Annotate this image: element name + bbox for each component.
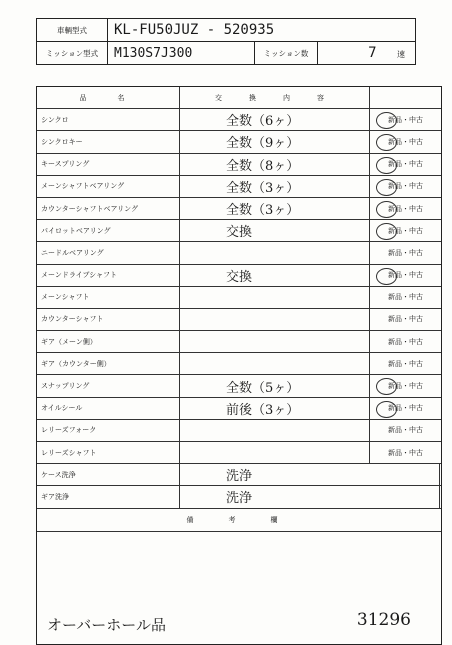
item-status (370, 265, 441, 286)
item-name: メーンシャフト (37, 287, 180, 308)
item-status (370, 442, 441, 463)
item-name: キースプリング (37, 154, 180, 175)
item-work-text: 全数（8ヶ） (226, 158, 300, 174)
item-status-text: 新品・中古 (388, 248, 423, 257)
header-table (36, 18, 416, 65)
table-row (37, 154, 441, 176)
item-status (370, 176, 441, 197)
wash-work-text: 洗浄 (226, 491, 253, 507)
item-status (370, 375, 441, 396)
item-name: カウンターシャフト (37, 309, 180, 330)
item-work (180, 353, 370, 374)
item-status (370, 331, 441, 352)
item-status-text: 新品・中古 (388, 448, 423, 457)
wash-work (180, 464, 440, 485)
item-status (370, 242, 441, 263)
item-work-text: 前後（3ヶ） (226, 402, 300, 418)
wash-row (37, 486, 441, 508)
item-work (180, 287, 370, 308)
remarks-area (37, 532, 441, 644)
wash-work (180, 486, 440, 507)
table-row (37, 420, 441, 442)
vehicle-type-label: 車輌型式 (37, 19, 108, 42)
item-work (180, 220, 370, 241)
table-row (37, 398, 441, 420)
col-replace-header: 交 換 内 容 (180, 87, 370, 108)
item-status-text: 新品・中古 (388, 204, 423, 213)
replacement-table (36, 86, 442, 645)
item-work (180, 375, 370, 396)
table-row (37, 176, 441, 198)
item-work-text: 交換 (226, 225, 253, 241)
item-status-text: 新品・中古 (388, 271, 423, 280)
remarks-label: 備 考 欄 (37, 509, 441, 532)
item-status-text: 新品・中古 (388, 293, 423, 302)
remarks-number: 31296 (356, 609, 411, 630)
item-name: オイルシール (37, 398, 180, 419)
item-work (180, 265, 370, 286)
item-status-text: 新品・中古 (388, 382, 423, 391)
speed-unit: 速 (397, 50, 405, 59)
item-status (370, 398, 441, 419)
item-status (370, 420, 441, 441)
item-status (370, 309, 441, 330)
item-name: パイロットベアリング (37, 220, 180, 241)
item-status-text: 新品・中古 (388, 160, 423, 169)
table-row (37, 198, 441, 220)
mission-type-value: M130S7J300 (114, 45, 193, 61)
table-row (37, 442, 441, 464)
wash-row (37, 464, 441, 486)
item-work (180, 442, 370, 463)
item-work (180, 109, 370, 130)
item-status-text: 新品・中古 (388, 226, 423, 235)
item-name: レリーズフォーク (37, 420, 180, 441)
item-name: ニードルベアリング (37, 242, 180, 263)
item-work-text: 交換 (226, 269, 253, 285)
item-name: ギア（メーン側） (37, 331, 180, 352)
item-work-text: 全数（5ヶ） (226, 380, 300, 396)
table-row (37, 375, 441, 397)
item-work (180, 131, 370, 152)
item-name: メーンドライブシャフト (37, 265, 180, 286)
item-status (370, 154, 441, 175)
wash-name: ケース洗浄 (37, 464, 180, 485)
remarks-note: オーバーホール品 (47, 615, 166, 634)
table-row (37, 331, 441, 353)
item-work (180, 398, 370, 419)
item-status-text: 新品・中古 (388, 426, 423, 435)
table-row (37, 309, 441, 331)
item-name: シンクロキー (37, 131, 180, 152)
item-work (180, 420, 370, 441)
table-row (37, 109, 441, 131)
item-work (180, 176, 370, 197)
vehicle-type-value: KL-FU50JUZ - 520935 (114, 22, 275, 38)
item-status (370, 220, 441, 241)
item-status-text: 新品・中古 (388, 404, 423, 413)
item-work (180, 309, 370, 330)
item-status-text: 新品・中古 (388, 182, 423, 191)
item-status-text: 新品・中古 (388, 137, 423, 146)
item-name: シンクロ (37, 109, 180, 130)
table-row (37, 131, 441, 153)
wash-name: ギア洗浄 (37, 486, 180, 507)
item-rows (37, 109, 441, 464)
table-row (37, 353, 441, 375)
item-status-text: 新品・中古 (388, 115, 423, 124)
col-item-header: 品 名 (37, 87, 180, 108)
item-work (180, 242, 370, 263)
table-row (37, 242, 441, 264)
item-work (180, 198, 370, 219)
item-work-text: 全数（3ヶ） (226, 203, 300, 219)
wash-rows (37, 464, 441, 508)
item-name: スナップリング (37, 375, 180, 396)
item-name: レリーズシャフト (37, 442, 180, 463)
item-work-text: 全数（9ヶ） (226, 136, 300, 152)
item-status-text: 新品・中古 (388, 315, 423, 324)
item-name: カウンターシャフトベアリング (37, 198, 180, 219)
item-name: ギア（カウンター側） (37, 353, 180, 374)
table-row (37, 220, 441, 242)
table-row (37, 287, 441, 309)
item-work (180, 331, 370, 352)
item-status (370, 198, 441, 219)
wash-work-text: 洗浄 (226, 469, 253, 485)
table-header-row (37, 87, 441, 109)
item-name: メーンシャフトベアリング (37, 176, 180, 197)
item-work-text: 全数（3ヶ） (226, 180, 300, 196)
table-row (37, 265, 441, 287)
mission-count-label: ミッション数 (255, 42, 318, 65)
item-status-text: 新品・中古 (388, 359, 423, 368)
item-status (370, 287, 441, 308)
item-work-text: 全数（6ヶ） (226, 114, 300, 130)
mission-count-value: 7 (368, 45, 377, 61)
item-work (180, 154, 370, 175)
item-status (370, 131, 441, 152)
item-status (370, 353, 441, 374)
item-status (370, 109, 441, 130)
item-status-text: 新品・中古 (388, 337, 423, 346)
mission-type-label: ミッション型式 (37, 42, 108, 65)
